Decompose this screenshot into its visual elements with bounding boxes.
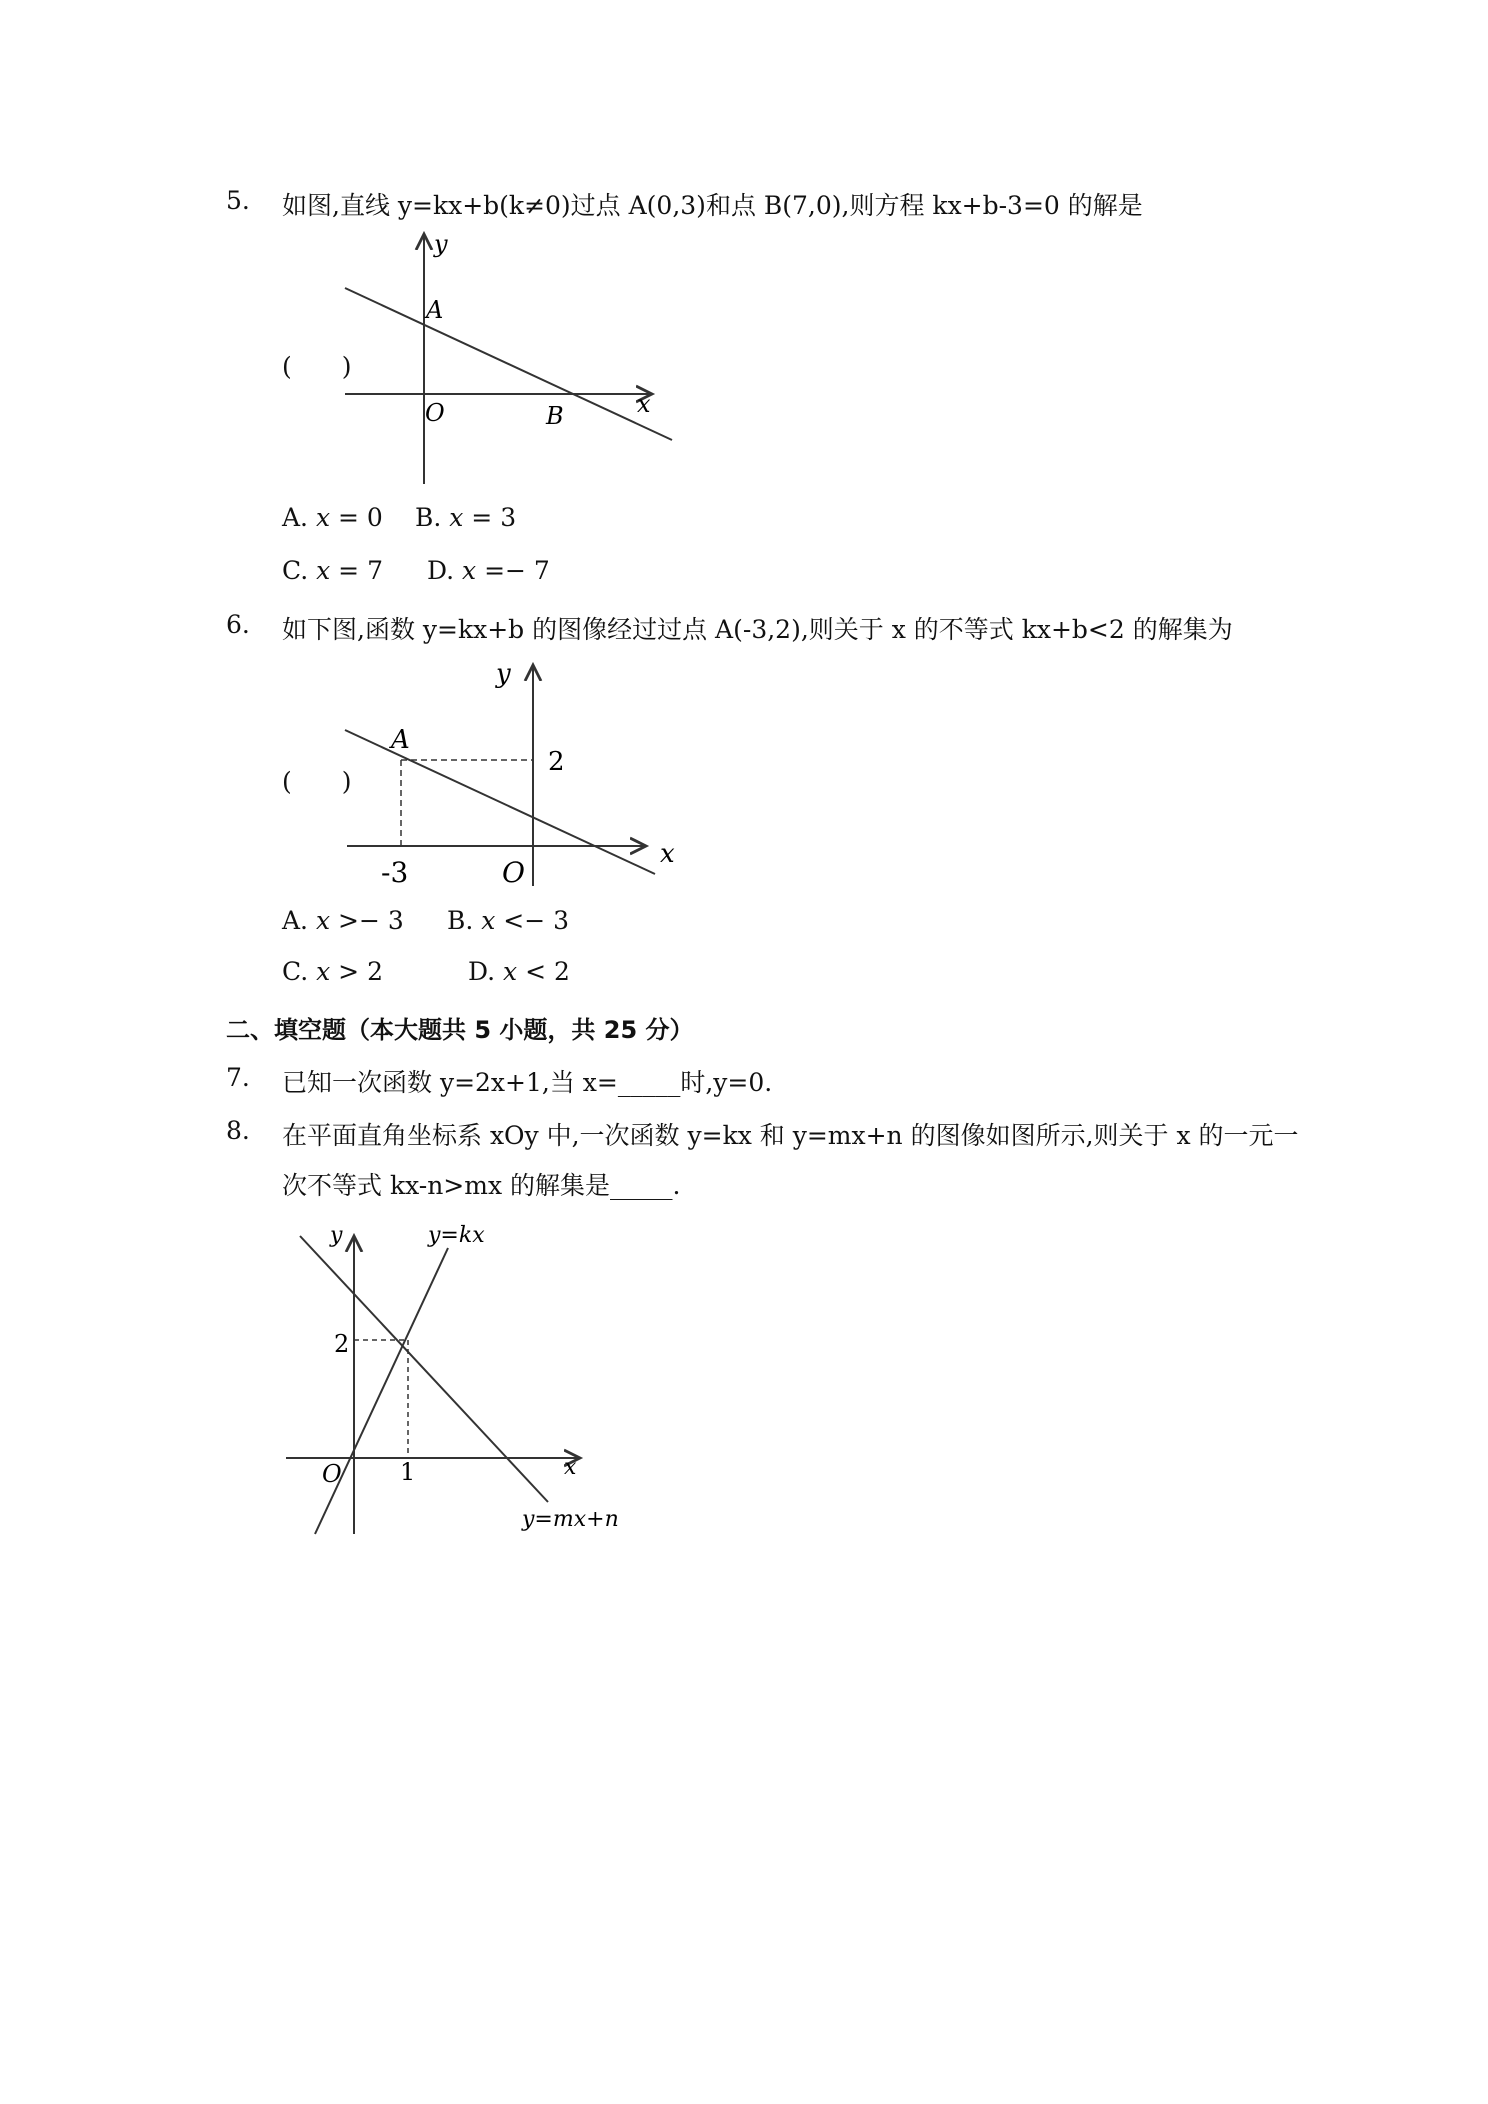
q8-number: 8. <box>226 1116 250 1145</box>
q6-o-label: O <box>502 856 525 889</box>
q6-y-label: y <box>496 659 511 689</box>
q6-option-c: C. 𝑥 > 2 <box>282 957 383 986</box>
q6-x-label: x <box>660 839 675 869</box>
q8-ymxn-label: y=mx+n <box>522 1507 619 1532</box>
q6-answer-paren: ( ) <box>282 767 352 796</box>
q5-text: 如图,直线 y=kx+b(k≠0)过点 A(0,3)和点 B(7,0),则方程 kx+b-3=0 的解是 <box>282 191 1143 220</box>
q5-y-label: y <box>434 230 448 258</box>
q8-two-label: 2 <box>334 1330 350 1358</box>
q8-y-label: y <box>330 1223 343 1248</box>
q6-a-label: A <box>391 725 410 755</box>
q8-text-line1: 在平面直角坐标系 xOy 中,一次函数 y=kx 和 y=mx+n 的图像如图所示,则关于 x 的一元一 <box>282 1121 1299 1150</box>
q5-option-a: A. 𝑥 = 0 <box>282 503 383 532</box>
q5-option-c: C. 𝑥 = 7 <box>282 556 383 585</box>
q7-number: 7. <box>226 1063 250 1092</box>
q8-x-label: x <box>564 1455 577 1480</box>
q6-two-label: 2 <box>548 747 565 777</box>
q5-a-label: A <box>426 296 444 324</box>
q6-neg3-label: -3 <box>381 856 409 889</box>
q5-number: 5. <box>226 186 250 215</box>
q6-option-d: D. 𝑥 < 2 <box>468 957 570 986</box>
q5-o-label: O <box>425 399 445 427</box>
q8-one-label: 1 <box>400 1458 416 1486</box>
q5-b-label: B <box>546 402 564 430</box>
q5-answer-paren: ( ) <box>282 352 352 381</box>
q6-option-b: B. 𝑥 <− 3 <box>447 906 570 935</box>
q8-line-kx <box>315 1248 448 1534</box>
q5-option-d: D. 𝑥 =− 7 <box>427 556 550 585</box>
q5-x-label: x <box>637 390 651 418</box>
q6-option-a: A. 𝑥 >− 3 <box>282 906 404 935</box>
q5-option-b: B. 𝑥 = 3 <box>415 503 517 532</box>
q8-o-label: O <box>322 1460 342 1488</box>
q7-text: 已知一次函数 y=2x+1,当 x=_____时,y=0. <box>282 1068 773 1097</box>
q6-text: 如下图,函数 y=kx+b 的图像经过过点 A(-3,2),则关于 x 的不等式 kx+b<2 的解集为 <box>282 615 1233 644</box>
section-2-title: 二、填空题（本大题共 5 小题，共 25 分） <box>226 1016 694 1044</box>
q8-text-line2: 次不等式 kx-n>mx 的解集是_____. <box>282 1171 681 1200</box>
q6-number: 6. <box>226 610 250 639</box>
q8-ykx-label: y=kx <box>428 1223 485 1248</box>
